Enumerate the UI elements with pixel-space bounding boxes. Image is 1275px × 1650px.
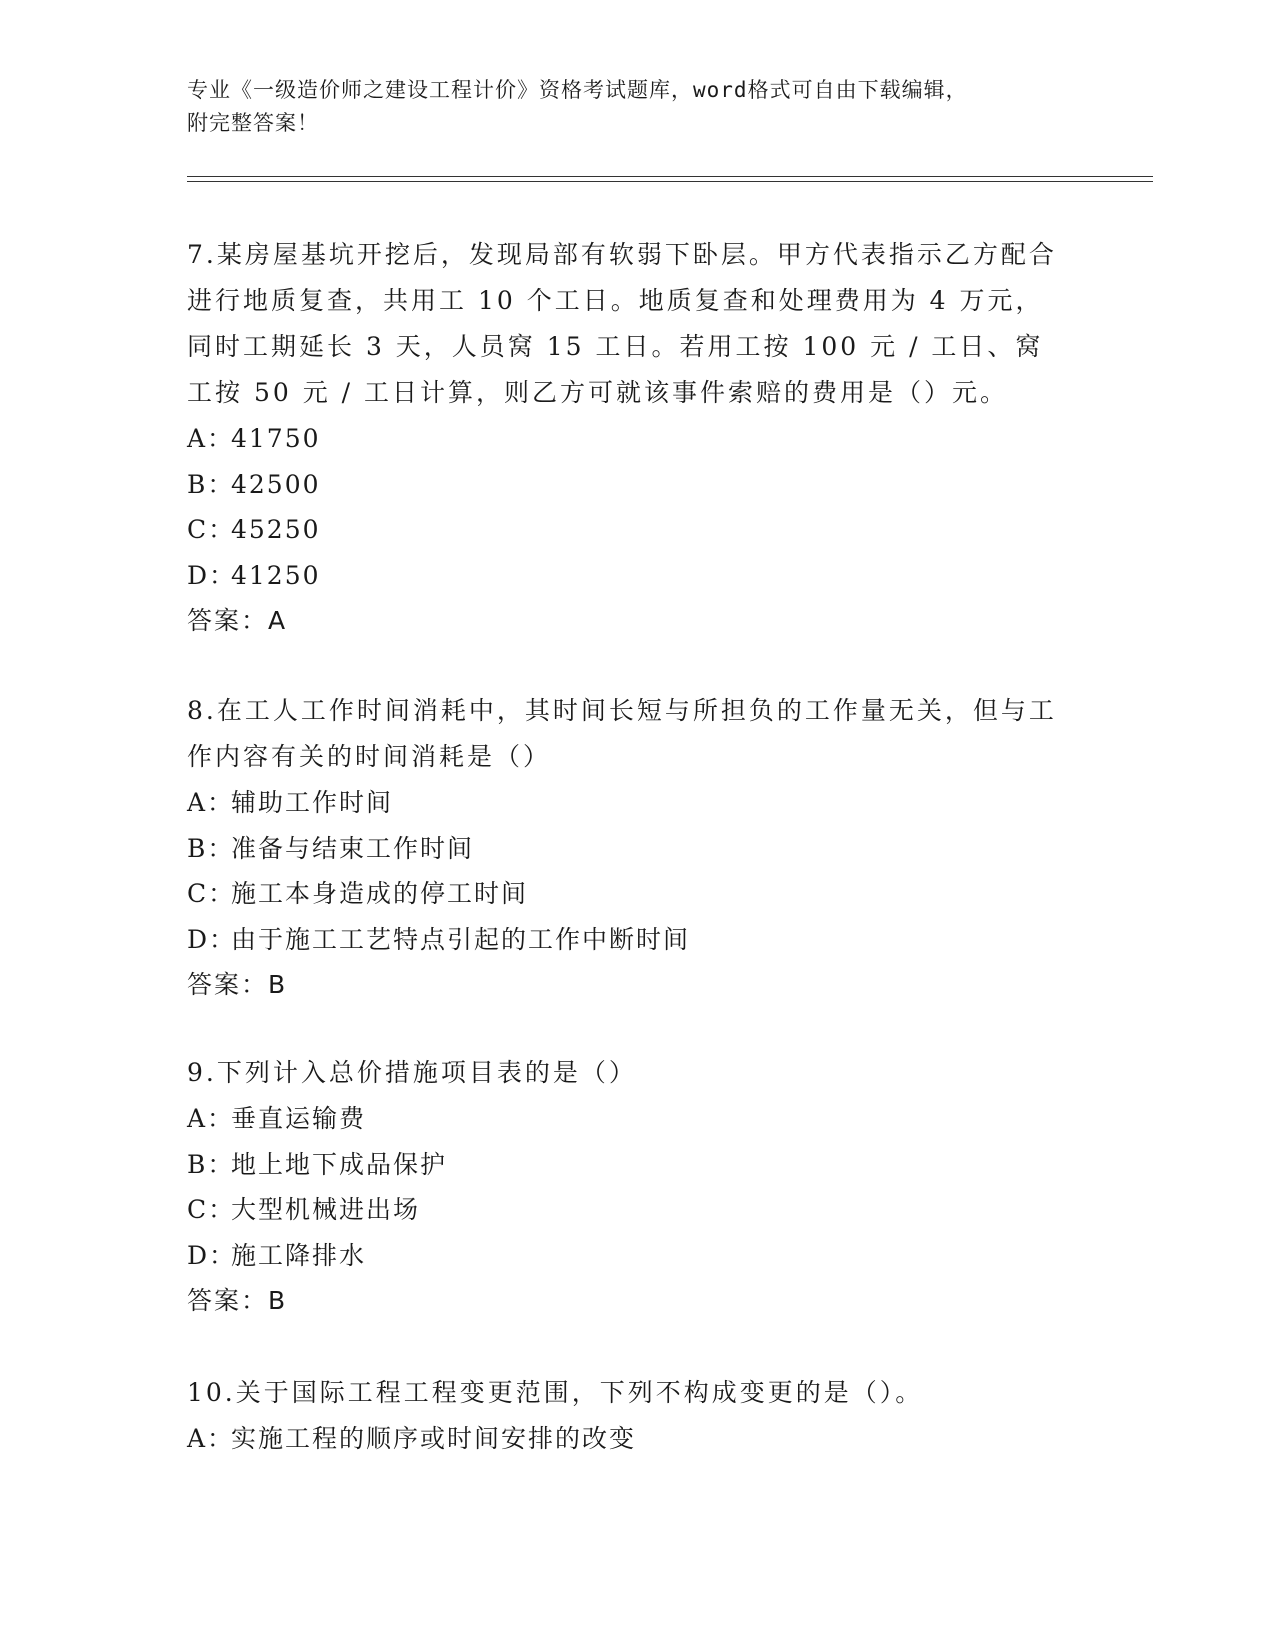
option-text: 42500 xyxy=(231,469,321,499)
option-d xyxy=(187,553,1067,599)
header-divider-bottom xyxy=(187,181,1153,182)
option-b xyxy=(187,1142,1067,1188)
option-d xyxy=(187,917,1067,963)
option-text: 实施工程的顺序或时间安排的改变 xyxy=(231,1424,637,1453)
option-c xyxy=(187,1187,1067,1233)
option-key: C： xyxy=(187,1195,236,1224)
question-stem: 8.在工人工作时间消耗中，其时间长短与所担负的工作量无关，但与工作内容有关的时间消耗是（） xyxy=(187,696,1057,771)
option-text: 施工降排水 xyxy=(231,1240,367,1270)
option-c xyxy=(187,871,1067,917)
option-b xyxy=(187,462,1067,508)
option-key: C： xyxy=(187,879,236,908)
option-key: D： xyxy=(187,560,237,590)
option-text: 施工本身造成的停工时间 xyxy=(231,879,529,908)
question-7 xyxy=(187,232,1067,644)
option-key: A： xyxy=(187,1104,235,1133)
option-key: B： xyxy=(187,1149,235,1179)
header-divider-top xyxy=(187,176,1153,177)
answer-line: 答案：B xyxy=(187,1286,288,1315)
question-stem: 10.关于国际工程工程变更范围，下列不构成变更的是（）。 xyxy=(187,1378,924,1407)
question-stem: 9.下列计入总价措施项目表的是（） xyxy=(187,1058,637,1087)
question-10 xyxy=(187,1370,1067,1462)
option-text: 41750 xyxy=(231,424,321,453)
question-9 xyxy=(187,1050,1067,1324)
option-a xyxy=(187,1096,1067,1142)
option-text: 由于施工工艺特点引起的工作中断时间 xyxy=(231,924,691,954)
option-key: C： xyxy=(187,515,236,544)
option-key: B： xyxy=(187,833,235,863)
header-line-2: 附完整答案！ xyxy=(187,111,319,135)
question-stem: 7.某房屋基坑开挖后，发现局部有软弱下卧层。甲方代表指示乙方配合进行地质复查，共用工 10 个工日。地质复查和处理费用为 4 万元，同时工期延长 3 天，人员窝 15 工日。若用工按 100 元 / 工日、窝工按 50 元 / 工日计算，则乙方可就该事件索赔的费用是（）元。 xyxy=(187,240,1057,407)
option-a xyxy=(187,780,1067,826)
option-key: D： xyxy=(187,1240,237,1270)
option-d xyxy=(187,1233,1067,1279)
option-text: 垂直运输费 xyxy=(231,1104,367,1133)
option-key: A： xyxy=(187,788,235,817)
option-key: A： xyxy=(187,424,235,453)
question-8 xyxy=(187,688,1067,1008)
option-a xyxy=(187,1416,1067,1462)
option-key: B： xyxy=(187,469,235,499)
option-c xyxy=(187,507,1067,553)
option-text: 地上地下成品保护 xyxy=(231,1149,448,1179)
option-text: 准备与结束工作时间 xyxy=(231,833,475,863)
option-a xyxy=(187,416,1067,462)
option-text: 辅助工作时间 xyxy=(231,788,394,817)
option-key: D： xyxy=(187,924,237,954)
answer-line: 答案：B xyxy=(187,970,288,999)
option-key: A： xyxy=(187,1424,235,1453)
option-text: 45250 xyxy=(231,515,321,544)
answer-line: 答案：A xyxy=(187,606,288,635)
document-header xyxy=(187,74,1087,140)
option-text: 41250 xyxy=(231,560,321,590)
option-b xyxy=(187,826,1067,872)
header-line-1: 专业《一级造价师之建设工程计价》资格考试题库，word格式可自由下载编辑， xyxy=(187,78,968,102)
option-text: 大型机械进出场 xyxy=(231,1195,421,1224)
